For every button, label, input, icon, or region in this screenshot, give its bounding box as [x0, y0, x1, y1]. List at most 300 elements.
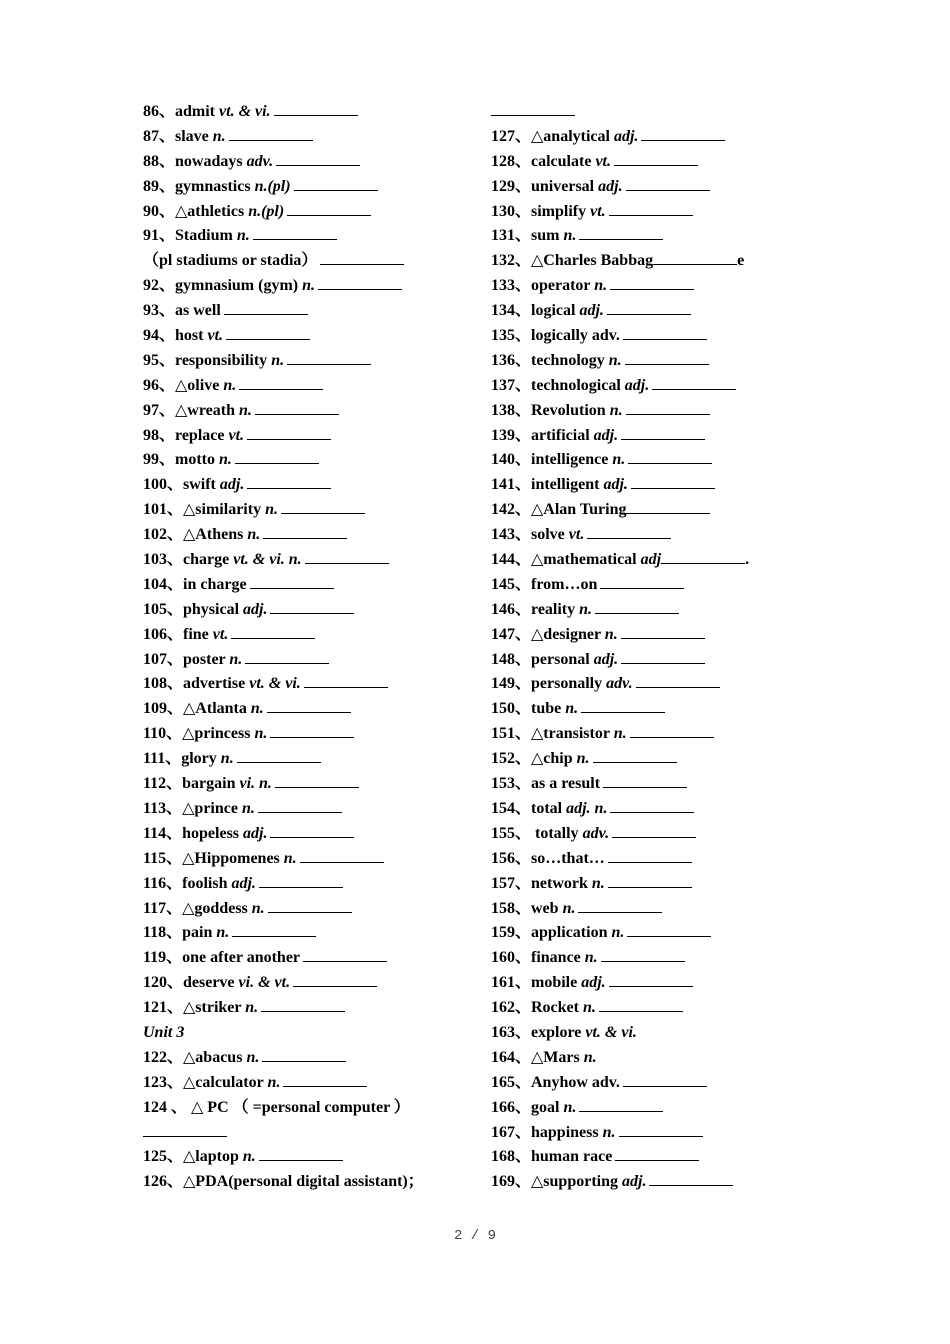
answer-blank[interactable]	[653, 250, 737, 265]
part-of-speech: n.	[242, 1148, 256, 1166]
vocab-item	[143, 697, 493, 722]
vocab-term: 169、△supporting	[491, 1173, 619, 1191]
vocab-term: 91、Stadium	[143, 227, 233, 245]
vocab-term: 103、charge	[143, 551, 230, 569]
answer-blank[interactable]	[579, 225, 663, 240]
answer-blank[interactable]	[143, 1122, 227, 1137]
vocab-item	[143, 224, 493, 249]
answer-blank[interactable]	[621, 624, 705, 639]
part-of-speech: n.	[563, 227, 577, 245]
answer-blank[interactable]	[625, 350, 709, 365]
part-of-speech: n.	[591, 874, 605, 892]
vocab-term: 163、explore	[491, 1023, 582, 1041]
part-of-speech: n.	[576, 750, 590, 768]
vocab-item	[143, 1096, 451, 1121]
vocab-item	[143, 100, 493, 125]
vocab-term: 158、web	[491, 899, 559, 917]
answer-blank[interactable]	[293, 972, 377, 987]
answer-blank[interactable]	[237, 748, 321, 763]
vocab-item	[491, 1071, 841, 1096]
answer-blank[interactable]	[258, 798, 342, 813]
vocab-item	[143, 672, 493, 697]
vocab-item	[491, 921, 841, 946]
part-of-speech: n.	[283, 849, 297, 867]
answer-blank[interactable]	[661, 549, 745, 564]
part-of-speech: n.	[223, 376, 237, 394]
vocab-item	[143, 448, 493, 473]
answer-blank[interactable]	[320, 250, 404, 265]
answer-blank[interactable]	[608, 848, 692, 863]
part-of-speech: adj.	[624, 376, 650, 394]
vocab-item	[143, 424, 493, 449]
answer-blank[interactable]	[610, 275, 694, 290]
vocab-term: 162、Rocket	[491, 999, 579, 1017]
part-of-speech: adj.	[593, 650, 619, 668]
vocab-term: 123、△calculator	[143, 1073, 264, 1091]
vocab-item	[143, 274, 493, 299]
term-suffix: e	[737, 252, 745, 270]
vocab-item	[143, 1170, 493, 1195]
answer-blank[interactable]	[231, 624, 315, 639]
vocab-item	[143, 573, 493, 598]
vocab-item	[491, 946, 841, 971]
vocab-term: 160、finance	[491, 949, 581, 967]
answer-blank[interactable]	[229, 126, 313, 141]
part-of-speech: n.	[613, 725, 627, 743]
part-of-speech: n.	[302, 277, 316, 295]
answer-blank[interactable]	[261, 997, 345, 1012]
vocab-item	[491, 872, 841, 897]
vocab-item	[143, 822, 493, 847]
vocab-term: 131、sum	[491, 227, 560, 245]
vocab-item	[491, 299, 841, 324]
part-of-speech: adj.	[243, 824, 268, 842]
vocab-item	[143, 921, 493, 946]
answer-blank[interactable]	[587, 524, 671, 539]
part-of-speech: adv.	[606, 675, 633, 693]
vocab-term: 117、△goddess	[143, 899, 248, 917]
vocab-item	[143, 747, 493, 772]
answer-blank[interactable]	[608, 873, 692, 888]
vocab-term: 167、happiness	[491, 1123, 599, 1141]
part-of-speech: n.(pl)	[254, 177, 291, 195]
vocab-item	[143, 150, 493, 175]
answer-blank[interactable]	[262, 1047, 346, 1062]
answer-blank[interactable]	[609, 972, 693, 987]
answer-blank[interactable]	[578, 898, 662, 913]
vocab-term: 155、 totally	[491, 824, 579, 842]
vocab-term: 105、physical	[143, 600, 240, 618]
vocab-term: 114、hopeless	[143, 824, 240, 842]
answer-blank[interactable]	[600, 574, 684, 589]
vocab-item	[491, 224, 841, 249]
vocab-item	[491, 1021, 841, 1046]
vocab-item	[143, 648, 493, 673]
answer-blank[interactable]	[274, 101, 358, 116]
answer-blank[interactable]	[255, 400, 339, 415]
vocab-term: 99、motto	[143, 451, 215, 469]
answer-blank[interactable]	[245, 649, 329, 664]
part-of-speech: vt. & vi.	[219, 103, 271, 120]
answer-blank[interactable]	[601, 947, 685, 962]
vocab-item	[491, 125, 841, 150]
answer-blank[interactable]	[259, 873, 343, 888]
part-of-speech: n.	[608, 351, 622, 369]
vocab-item	[491, 697, 841, 722]
part-of-speech: vt.	[568, 526, 585, 544]
answer-blank[interactable]	[593, 748, 677, 763]
part-of-speech: n.	[612, 451, 626, 469]
vocab-term: 104、in charge	[143, 575, 247, 593]
part-of-speech: n.	[216, 924, 230, 942]
answer-blank[interactable]	[303, 947, 387, 962]
answer-blank[interactable]	[268, 898, 352, 913]
answer-blank[interactable]	[626, 499, 710, 514]
vocab-item	[143, 946, 493, 971]
vocab-term: 140、intelligence	[491, 451, 609, 469]
vocab-item	[143, 349, 493, 374]
vocab-term: 132、△Charles Babbag	[491, 252, 654, 270]
vocab-term: 137、technological	[491, 376, 621, 394]
vocab-item	[491, 672, 841, 697]
vocab-item	[143, 797, 493, 822]
vocab-term: 133、operator	[491, 277, 591, 295]
vocab-term: 165、Anyhow adv.	[491, 1073, 620, 1091]
part-of-speech: n.	[565, 700, 579, 718]
part-of-speech: adj.	[231, 874, 256, 892]
vocab-term: 136、technology	[491, 351, 605, 369]
answer-blank[interactable]	[631, 474, 715, 489]
answer-blank[interactable]	[275, 773, 359, 788]
vocab-item	[491, 448, 841, 473]
part-of-speech: adj.	[581, 974, 606, 992]
answer-blank[interactable]	[603, 773, 687, 788]
vocab-term: 119、one after another	[143, 949, 301, 967]
vocab-term: 126、△PDA(personal digital assistant)；	[143, 1173, 424, 1191]
answer-blank[interactable]	[491, 101, 575, 116]
part-of-speech: n.	[579, 600, 593, 618]
vocab-term: 89、gymnastics	[143, 177, 251, 195]
part-of-speech: n.	[604, 625, 618, 643]
part-of-speech: n.	[594, 277, 608, 295]
vocab-term: （pl stadiums or stadia）	[143, 252, 318, 270]
vocab-item	[143, 523, 493, 548]
part-of-speech: adv.	[582, 824, 610, 842]
vocab-item	[143, 324, 493, 349]
vocab-term: 102、△Athens	[143, 526, 244, 544]
part-of-speech: vt.	[212, 625, 229, 643]
vocab-item	[143, 1121, 493, 1146]
vocab-term: 86、admit	[143, 103, 216, 120]
answer-blank[interactable]	[621, 649, 705, 664]
vocab-item	[491, 598, 841, 623]
answer-blank[interactable]	[621, 425, 705, 440]
vocab-term: 166、goal	[491, 1098, 560, 1116]
answer-blank[interactable]	[226, 325, 310, 340]
answer-blank[interactable]	[607, 300, 691, 315]
vocab-term: 144、△mathematical	[491, 551, 637, 569]
answer-blank[interactable]	[305, 549, 389, 564]
vocab-item	[143, 498, 493, 523]
answer-blank[interactable]	[247, 425, 331, 440]
part-of-speech: n.	[583, 1048, 597, 1066]
vocab-term: 113、△prince	[143, 799, 238, 817]
answer-blank[interactable]	[267, 698, 351, 713]
vocab-item	[143, 374, 493, 399]
part-of-speech: adj.	[579, 302, 604, 320]
answer-blank[interactable]	[304, 673, 388, 688]
part-of-speech: n.	[265, 501, 278, 519]
vocab-item	[491, 100, 841, 125]
part-of-speech: vt. & vi.	[249, 675, 301, 693]
answer-blank[interactable]	[626, 176, 710, 191]
part-of-speech: vt.	[207, 327, 224, 345]
vocab-term: 130、simplify	[491, 202, 587, 220]
vocab-term: 87、slave	[143, 127, 209, 145]
answer-blank[interactable]	[270, 723, 354, 738]
part-of-speech: n.	[236, 227, 250, 245]
answer-blank[interactable]	[247, 474, 331, 489]
part-of-speech: n.	[611, 924, 625, 942]
vocab-item	[143, 623, 493, 648]
vocab-term: 101、△similarity	[143, 501, 262, 519]
answer-blank[interactable]	[281, 499, 365, 514]
vocab-term: 106、fine	[143, 625, 209, 643]
answer-blank[interactable]	[595, 599, 679, 614]
answer-blank[interactable]	[628, 449, 712, 464]
vocab-term: 148、personal	[491, 650, 590, 668]
vocab-item	[491, 1046, 841, 1071]
vocab-term: 90、△athletics	[143, 202, 245, 220]
part-of-speech: adj.	[613, 127, 639, 145]
part-of-speech: n.	[245, 999, 259, 1017]
vocab-item	[491, 150, 841, 175]
answer-blank[interactable]	[610, 798, 694, 813]
vocab-item	[491, 399, 841, 424]
vocab-term: 154、total	[491, 799, 563, 817]
vocab-term: 92、gymnasium (gym)	[143, 277, 299, 295]
answer-blank[interactable]	[235, 449, 319, 464]
vocab-term: 129、universal	[491, 177, 595, 195]
part-of-speech: n.	[246, 1048, 260, 1066]
vocab-term: 107、poster	[143, 650, 226, 668]
vocab-term: 121、△striker	[143, 999, 242, 1017]
vocab-term: 143、solve	[491, 526, 565, 544]
answer-blank[interactable]	[599, 997, 683, 1012]
vocab-item	[491, 175, 841, 200]
part-of-speech: n.	[241, 799, 255, 817]
answer-blank[interactable]	[232, 922, 316, 937]
part-of-speech: adj.	[622, 1173, 647, 1191]
part-of-speech: adj.	[243, 600, 268, 618]
vocab-item	[491, 797, 841, 822]
vocab-item	[491, 200, 841, 225]
vocab-item	[143, 1071, 493, 1096]
answer-blank[interactable]	[614, 151, 698, 166]
vocab-item	[491, 772, 841, 797]
vocab-item	[143, 249, 493, 274]
part-of-speech: n.	[609, 401, 623, 419]
answer-blank[interactable]	[636, 673, 720, 688]
vocab-item	[143, 473, 493, 498]
vocab-term: 156、so…that…	[491, 849, 605, 867]
answer-blank[interactable]	[627, 922, 711, 937]
vocab-term: 120、deserve	[143, 974, 235, 992]
vocab-term: 110、△princess	[143, 725, 251, 743]
part-of-speech: vt. & vi. n.	[233, 551, 302, 569]
part-of-speech: adj.	[593, 426, 619, 444]
vocab-term: 116、foolish	[143, 874, 228, 892]
vocab-term: 124 、 △ PC （ =personal computer ）	[143, 1098, 410, 1116]
answer-blank[interactable]	[581, 698, 665, 713]
vocab-item	[491, 623, 841, 648]
answer-blank[interactable]	[294, 176, 378, 191]
vocab-item	[491, 573, 841, 598]
vocab-term: 139、artificial	[491, 426, 590, 444]
vocab-item	[143, 548, 493, 573]
vocab-item	[491, 498, 841, 523]
part-of-speech: n.	[247, 526, 261, 544]
vocab-term: 112、bargain	[143, 775, 236, 793]
vocab-item	[491, 747, 841, 772]
vocab-item	[491, 424, 841, 449]
vocab-term: Unit 3	[143, 1023, 185, 1041]
vocab-term: 168、human race	[491, 1148, 613, 1166]
part-of-speech: n.	[254, 725, 268, 743]
vocab-item	[491, 523, 841, 548]
answer-blank[interactable]	[259, 1146, 343, 1161]
vocab-item	[143, 125, 493, 150]
vocab-item	[143, 996, 493, 1021]
vocab-term: 108、advertise	[143, 675, 246, 693]
vocab-term: 141、intelligent	[491, 476, 600, 494]
vocab-term: 98、replace	[143, 426, 225, 444]
vocab-term: 147、△designer	[491, 625, 601, 643]
vocab-item	[491, 971, 841, 996]
vocab-term: 95、responsibility	[143, 351, 268, 369]
vocab-term: 161、mobile	[491, 974, 578, 992]
part-of-speech: adj. n.	[566, 799, 608, 817]
part-of-speech: n.	[239, 401, 252, 419]
vocab-term: 153、as a result	[491, 775, 601, 793]
part-of-speech: n.	[584, 949, 598, 967]
vocab-term: 109、△Atlanta	[143, 700, 247, 718]
right-column	[491, 100, 841, 1195]
part-of-speech: adv.	[246, 152, 274, 170]
answer-blank[interactable]	[287, 201, 371, 216]
vocab-item	[143, 1145, 493, 1170]
part-of-speech: n.	[229, 650, 243, 668]
answer-blank[interactable]	[579, 1097, 663, 1112]
vocab-term: 127、△analytical	[491, 127, 610, 145]
vocab-item	[491, 1170, 841, 1195]
vocab-term: 122、△abacus	[143, 1048, 243, 1066]
part-of-speech: vi. & vt.	[238, 974, 291, 992]
vocab-term: 150、tube	[491, 700, 562, 718]
part-of-speech: n.	[562, 899, 576, 917]
vocab-term: 142、△Alan Turing	[491, 501, 627, 519]
answer-blank[interactable]	[630, 723, 714, 738]
answer-blank[interactable]	[652, 375, 736, 390]
vocab-item	[143, 399, 493, 424]
part-of-speech: n.	[219, 451, 232, 469]
vocab-item	[143, 200, 493, 225]
answer-blank[interactable]	[270, 823, 354, 838]
vocab-term: 157、network	[491, 874, 588, 892]
vocab-term: 128、calculate	[491, 152, 592, 170]
answer-blank[interactable]	[287, 350, 371, 365]
vocab-item	[143, 897, 493, 922]
part-of-speech: n.(pl)	[248, 202, 285, 220]
answer-blank[interactable]	[641, 126, 725, 141]
part-of-speech: n.	[267, 1073, 281, 1091]
vocab-term: 152、△chip	[491, 750, 573, 768]
answer-blank[interactable]	[626, 400, 710, 415]
answer-blank[interactable]	[623, 1072, 707, 1087]
answer-blank[interactable]	[250, 574, 334, 589]
vocab-item	[491, 374, 841, 399]
answer-blank[interactable]	[609, 201, 693, 216]
part-of-speech: n.	[271, 351, 285, 369]
vocab-term: 125、△laptop	[143, 1148, 239, 1166]
answer-blank[interactable]	[253, 225, 337, 240]
part-of-speech: n.	[583, 999, 596, 1017]
answer-blank[interactable]	[300, 848, 384, 863]
vocab-item	[491, 996, 841, 1021]
vocab-term: 100、swift	[143, 476, 216, 494]
answer-blank[interactable]	[263, 524, 347, 539]
vocab-term: 135、logically adv.	[491, 327, 620, 345]
part-of-speech: adj.	[219, 476, 245, 494]
vocab-item	[491, 1121, 841, 1146]
vocab-item	[491, 897, 841, 922]
vocab-term: 151、△transistor	[491, 725, 610, 743]
answer-blank[interactable]	[615, 1146, 699, 1161]
answer-blank[interactable]	[318, 275, 402, 290]
vocab-item	[143, 598, 493, 623]
part-of-speech: adj.	[603, 476, 628, 494]
part-of-speech: n.	[220, 750, 234, 768]
vocab-item	[143, 847, 493, 872]
answer-blank[interactable]	[649, 1171, 733, 1186]
answer-blank[interactable]	[612, 823, 696, 838]
vocab-term: 138、Revolution	[491, 401, 606, 419]
part-of-speech: n.	[212, 127, 226, 145]
vocab-term: 159、application	[491, 924, 608, 942]
vocab-item	[491, 1096, 841, 1121]
answer-blank[interactable]	[276, 151, 360, 166]
vocab-item	[143, 299, 493, 324]
answer-blank[interactable]	[224, 300, 308, 315]
part-of-speech: vt.	[228, 426, 245, 444]
answer-blank[interactable]	[619, 1122, 703, 1137]
vocab-item	[491, 274, 841, 299]
answer-blank[interactable]	[239, 375, 323, 390]
part-of-speech: vt. & vi.	[585, 1023, 637, 1041]
vocab-item	[491, 349, 841, 374]
vocab-term: 115、△Hippomenes	[143, 849, 280, 867]
answer-blank[interactable]	[283, 1072, 367, 1087]
vocab-term: 96、△olive	[143, 376, 220, 394]
answer-blank[interactable]	[623, 325, 707, 340]
page-number: 2 / 9	[453, 1228, 496, 1244]
section-heading	[143, 1021, 493, 1046]
vocab-item	[491, 473, 841, 498]
answer-blank[interactable]	[270, 599, 354, 614]
vocab-item	[491, 324, 841, 349]
vocab-term: 93、as well	[143, 302, 221, 320]
vocab-item	[143, 872, 493, 897]
